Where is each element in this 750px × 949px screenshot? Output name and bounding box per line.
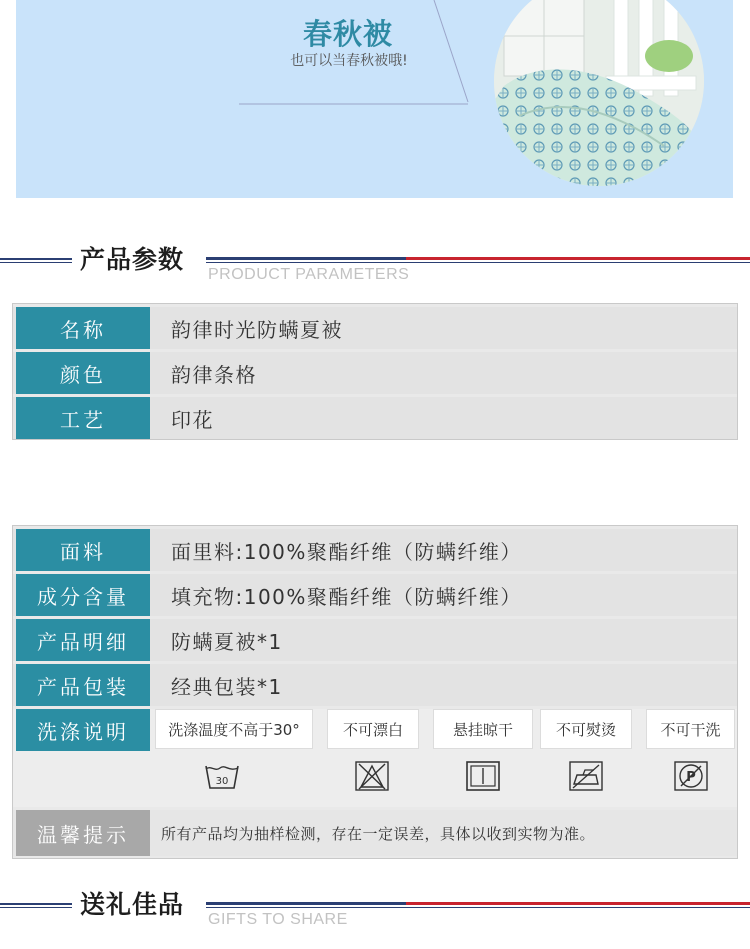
row-value: 填充物:100%聚酯纤维（防螨纤维）	[171, 584, 522, 609]
divider-line	[0, 907, 72, 908]
row-label: 颜色	[16, 352, 150, 394]
banner-title: 春秋被	[302, 17, 393, 51]
table-row	[13, 619, 737, 661]
divider-line	[206, 902, 406, 905]
section-header-parameters	[0, 240, 750, 290]
section-subtitle: PRODUCT PARAMETERS	[208, 266, 410, 283]
no-bleach-icon	[353, 760, 391, 792]
row-value: 韵律时光防螨夏被	[171, 317, 343, 342]
basic-parameters-table	[12, 303, 738, 440]
row-label: 面料	[16, 529, 150, 571]
no-iron-icon	[567, 760, 605, 792]
care-item-wash-temp: 洗涤温度不高于30°	[155, 709, 313, 749]
row-value: 韵律条格	[171, 362, 257, 387]
notice-text: 所有产品均为抽样检测，存在一定误差，具体以收到实物为准。	[161, 824, 596, 843]
svg-text:P: P	[686, 770, 696, 785]
divider-line	[0, 262, 72, 263]
divider-line	[406, 257, 750, 260]
row-label: 成分含量	[16, 574, 150, 616]
care-item-no-dry-clean: 不可干洗	[646, 709, 735, 749]
row-label: 名称	[16, 307, 150, 349]
notice-row	[13, 810, 737, 856]
detail-parameters-table	[12, 525, 738, 859]
no-dry-clean-icon	[672, 760, 710, 792]
divider-line	[0, 903, 72, 905]
care-item-line-dry: 悬挂晾干	[433, 709, 533, 749]
section-header-gifts	[0, 885, 750, 935]
divider-line	[206, 257, 406, 260]
care-item-no-iron: 不可熨烫	[540, 709, 632, 749]
care-item-no-bleach: 不可漂白	[327, 709, 419, 749]
row-label: 洗涤说明	[16, 709, 150, 751]
line-dry-icon	[464, 760, 502, 792]
row-label: 产品包装	[16, 664, 150, 706]
wash-30-icon	[203, 760, 241, 792]
table-row	[13, 307, 737, 349]
care-instructions-row	[13, 709, 737, 807]
banner-subtitle: 也可以当春秋被哦!	[290, 53, 408, 69]
divider-line	[406, 902, 750, 905]
table-row	[13, 397, 737, 439]
row-value: 印花	[171, 407, 214, 432]
divider-line	[206, 262, 750, 263]
row-label: 温馨提示	[16, 810, 150, 856]
section-title: 产品参数	[80, 245, 185, 274]
row-value: 防螨夏被*1	[171, 629, 283, 654]
row-label: 工艺	[16, 397, 150, 439]
row-value: 经典包装*1	[171, 674, 283, 699]
table-row	[13, 352, 737, 394]
product-banner	[16, 0, 733, 198]
row-label: 产品明细	[16, 619, 150, 661]
table-row	[13, 574, 737, 616]
section-subtitle: GIFTS TO SHARE	[208, 911, 348, 928]
table-row	[13, 529, 737, 571]
table-row	[13, 664, 737, 706]
divider-line	[206, 907, 750, 908]
svg-text:30: 30	[215, 776, 229, 787]
row-value: 面里料:100%聚酯纤维（防螨纤维）	[171, 539, 522, 564]
section-title: 送礼佳品	[80, 890, 185, 919]
divider-line	[0, 258, 72, 260]
